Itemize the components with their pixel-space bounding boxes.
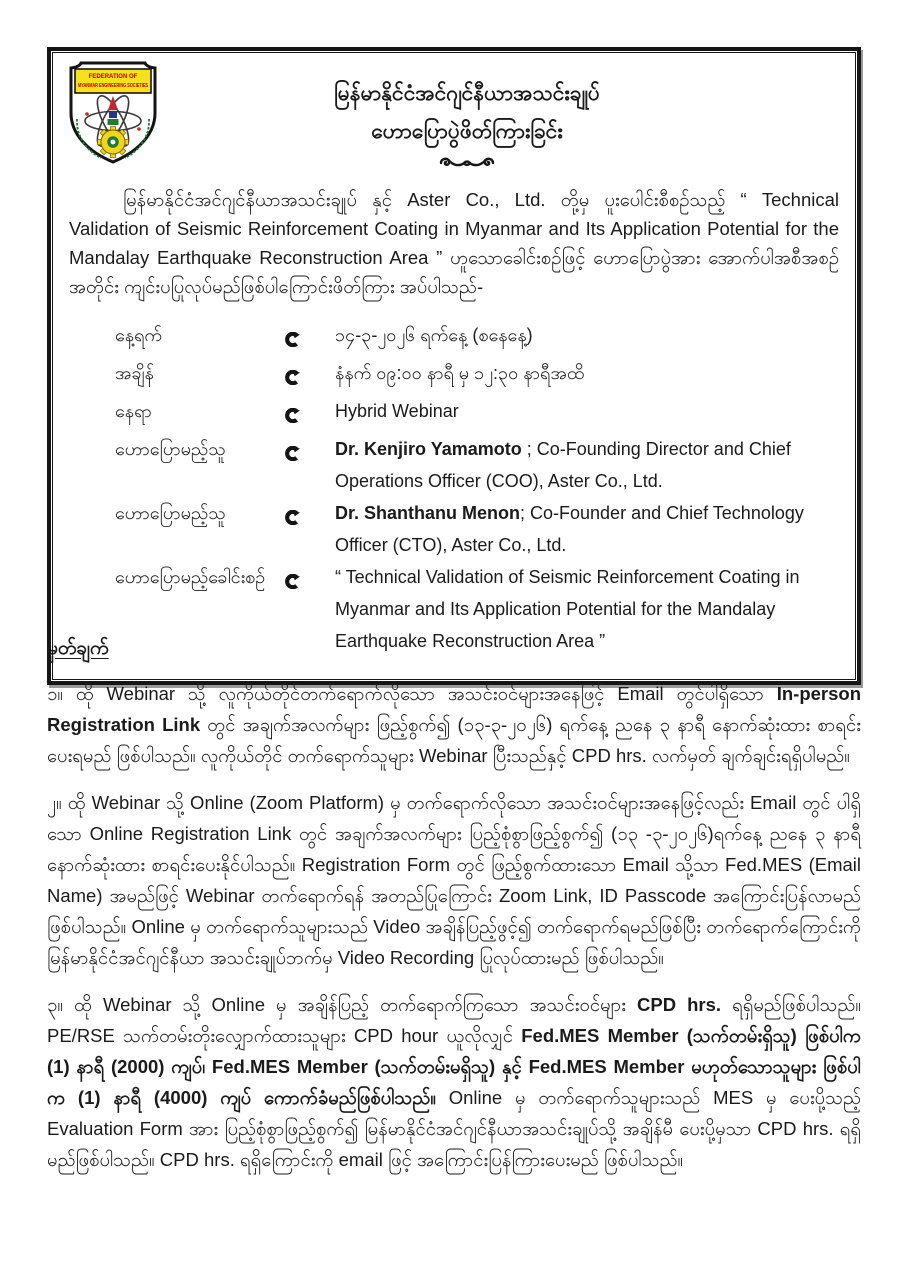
gear-icon	[98, 127, 129, 158]
detail-value: Hybrid Webinar	[335, 401, 459, 421]
document-title: မြန်မာနိုင်ငံအင်ဂျင်နီယာအသင်းချုပ်	[334, 82, 600, 105]
intro-paragraph: မြန်မာနိုင်ငံအင်ဂျင်နီယာအသင်းချုပ် နှင့် Aster Co., Ltd. တို့မှ ပူးပေါင်းစီစဉ်သည့် “ Technical Validation of Seismic Reinforcement Coating in Myanmar and Its Application Potential for the Mandalay Earthquake Reconstruction Area ” ဟူသောခေါင်းစဉ်ဖြင့် ဟောပြောပွဲအား အောက်ပါအစီအစဉ်အတိုင်း ကျင်းပပြုလုပ်မည်ဖြစ်ပါကြောင်းဖိတ်ကြား အပ်ပါသည်-	[69, 189, 839, 297]
circular-arrow-bullet-icon	[285, 319, 335, 357]
detail-label: ဟောပြောမည့်သူ	[115, 439, 226, 459]
detail-label: အချိန်	[115, 363, 154, 383]
circular-arrow-bullet-icon	[285, 433, 335, 497]
event-details-list	[115, 319, 841, 657]
circular-arrow-bullet-icon	[285, 497, 335, 561]
detail-label: ဟောပြောမည့်သူ	[115, 503, 226, 523]
notes-section	[47, 636, 861, 1191]
detail-value: Dr. Shanthanu Menon; Co-Founder and Chief Technology Officer (CTO), Aster Co., Ltd.	[335, 503, 804, 555]
federation-banner-line1: FEDERATION OF	[88, 74, 138, 80]
note-paragraph-1: ၁။ ထို Webinar သို့ လူကိုယ်တိုင်တက်ရောက်လိုသော အသင်းဝင်များအနေဖြင့် Email တွင်ပါရှိသော In-person Registration Link တွင် အချက်အလက်များ ဖြည့်စွက်၍ (၁၃-၃-၂၀၂၆) ရက်နေ့ ညနေ ၃ နာရီ နောက်ဆုံးထား စာရင်းပေးရမည် ဖြစ်ပါသည်။ လူကိုယ်တိုင် တက်ရောက်သူများ Webinar ပြီးသည်နှင့် CPD hrs. လက်မှတ် ချက်ချင်းရရှိပါမည်။	[47, 683, 861, 766]
detail-value: Dr. Kenjiro Yamamoto ; Co-Founding Director and Chief Operations Officer (COO), Aster Co., Ltd.	[335, 439, 791, 491]
detail-label: ဟောပြောမည့်ခေါင်းစဉ်	[115, 567, 266, 587]
floral-divider-ornament-icon	[93, 155, 841, 175]
note-paragraph-2: ၂။ ထို Webinar သို့ Online (Zoom Platform) မှ တက်ရောက်လိုသော အသင်းဝင်များအနေဖြင့်လည်း Email တွင် ပါရှိသော Online Registration Link တွင် အချက်အလက်များ ပြည့်စုံစွာဖြည့်စွက်၍ (၁၃ -၃-၂၀၂၆)ရက်နေ့ ညနေ ၃ နာရီ နောက်ဆုံးထား စာရင်းပေးနိုင်ပါသည်။ Registration Form တွင် ဖြည့်စွက်ထားသော Email သို့သာ Fed.MES (Email Name) အမည်ဖြင့် Webinar တက်ရောက်ရန် အတည်ပြုကြောင်း Zoom Link, ID Passcode အကြောင်းပြန်လာမည် ဖြစ်ပါသည်။ Online မှ တက်ရောက်သူများသည် Video အချိန်ပြည့်ဖွင့်၍ တက်ရောက်ရမည်ဖြစ်ပြီး တက်ရောက်ကြောင်းကို မြန်မာနိုင်ငံအင်ဂျင်နီယာ အသင်းချုပ်ဘက်မှ Video Recording ပြုလုပ်ထားမည် ဖြစ်ပါသည်။	[47, 792, 861, 968]
detail-value: ၁၄-၃-၂၀၂၆ ရက်နေ့ (စနေနေ့)	[335, 325, 533, 345]
invitation-box-inner	[52, 52, 856, 680]
note-paragraph-3: ၃။ ထို Webinar သို့ Online မှ အချိန်ပြည့် တက်ရောက်ကြသော အသင်းဝင်များ CPD hrs. ရရှိမည်ဖြစ်ပါသည်။ PE/RSE သက်တမ်းတိုးလျှောက်ထားသူများ CPD hour ယူလိုလျှင် Fed.MES Member (သက်တမ်းရှိသူ) ဖြစ်ပါက (1) နာရီ (2000) ကျပ်၊ Fed.MES Member (သက်တမ်းမရှိသူ) နှင့် Fed.MES Member မဟုတ်သောသူများ ဖြစ်ပါက (1) နာရီ (4000) ကျပ် ကောက်ခံမည်ဖြစ်ပါသည်။ Online မှ တက်ရောက်သူများသည် MES မှ ပေးပို့သည့် Evaluation Form အား ပြည့်စုံစွာဖြည့်စွက်၍ မြန်မာနိုင်ငံအင်ဂျင်နီယာအသင်းချုပ်သို့ အချိန်မီ ပေးပို့မှသာ CPD hrs. ရရှိမည်ဖြစ်ပါသည်။ CPD hrs. ရရှိကြောင်းကို email ဖြင့် အကြောင်းပြန်ကြားပေးမည် ဖြစ်ပါသည်။	[47, 994, 861, 1170]
notes-heading: မှတ်ချက်	[47, 638, 109, 659]
circular-arrow-bullet-icon	[285, 357, 335, 395]
circular-arrow-bullet-icon	[285, 395, 335, 433]
federation-banner-line2: MYANMAR ENGINEERING SOCIETIES	[78, 83, 149, 89]
fmes-logo-badge-icon	[65, 61, 161, 165]
detail-label: နေရာ	[115, 401, 152, 421]
detail-value: “ Technical Validation of Seismic Reinforcement Coating in Myanmar and Its Application Potential for the Mandalay Earthquake Reconstruction Area ”	[335, 567, 800, 651]
detail-value: နံနက် ၀၉:၀၀ နာရီ မှ ၁၂:၃၀ နာရီအထိ	[335, 363, 585, 383]
detail-label: နေ့ရက်	[115, 325, 163, 345]
document-subtitle: ဟောပြောပွဲဖိတ်ကြားခြင်း	[371, 120, 563, 143]
invitation-box	[47, 47, 861, 685]
